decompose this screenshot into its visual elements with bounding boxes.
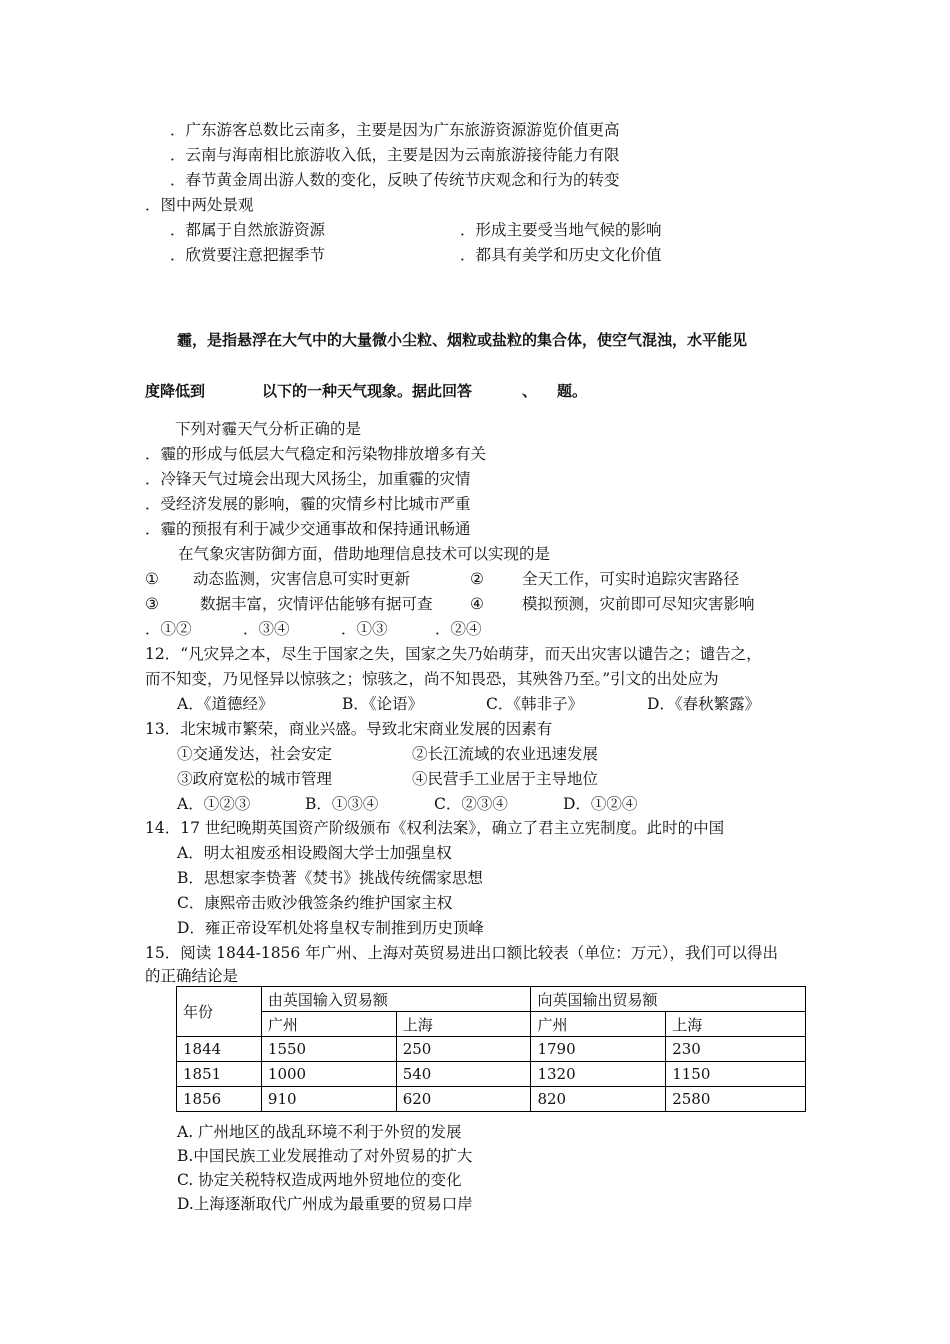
export-guangzhou-cell: 1320: [531, 1062, 666, 1087]
q15-option-d: D.上海逐渐取代广州成为最重要的贸易口岸: [177, 1195, 473, 1213]
export-shanghai-cell: 2580: [666, 1087, 806, 1112]
q11-stem: 在气象灾害防御方面，借助地理信息技术可以实现的是: [178, 545, 551, 563]
q11-item-3-num: ③: [145, 595, 159, 613]
export-shanghai-header: 上海: [666, 1012, 806, 1037]
q11-item-4-num: ④: [470, 595, 484, 613]
q13-option-a: A．①②③: [177, 795, 251, 813]
q11-item-4: 模拟预测，灾前即可尽知灾害影响: [522, 595, 755, 613]
q10-stem: 下列对霾天气分析正确的是: [175, 420, 362, 438]
q13-stem: 13．北宋城市繁荣，商业兴盛。导致北宋商业发展的因素有: [145, 720, 553, 738]
q15-option-b: B.中国民族工业发展推动了对外贸易的扩大: [177, 1147, 473, 1165]
q11-item-1-num: ①: [145, 570, 159, 588]
import-guangzhou-header: 广州: [261, 1012, 396, 1037]
import-shanghai-header: 上海: [396, 1012, 531, 1037]
q14-option-d: D．雍正帝设军机处将皇权专制推到历史顶峰: [177, 919, 484, 937]
import-guangzhou-cell: 1000: [261, 1062, 396, 1087]
q13-option-c: C．②③④: [434, 795, 508, 813]
year-cell: 1844: [177, 1037, 262, 1062]
q14-stem: 14．17 世纪晚期英国资产阶级颁布《权利法案》，确立了君主立宪制度。此时的中国: [145, 819, 725, 837]
table-row: [177, 1062, 806, 1087]
year-cell: 1851: [177, 1062, 262, 1087]
q15-stem-line-2: 的正确结论是: [145, 967, 239, 985]
export-guangzhou-cell: 820: [531, 1087, 666, 1112]
prev-answer-a: ．都属于自然旅游资源: [170, 221, 326, 239]
export-header: 向英国输出贸易额: [531, 987, 806, 1012]
export-shanghai-cell: 230: [666, 1037, 806, 1062]
q13-option-b: B．①③④: [305, 795, 379, 813]
prev-answer-c: ．欣赏要注意把握季节: [170, 246, 326, 264]
q11-option-d: ．②④: [435, 620, 482, 638]
year-cell: 1856: [177, 1087, 262, 1112]
trade-table: [176, 986, 806, 1112]
haze-intro-line-1: 霾，是指悬浮在大气中的大量微小尘粒、烟粒或盐粒的集合体，使空气混浊，水平能见: [177, 331, 748, 349]
table-row: [177, 1087, 806, 1112]
export-guangzhou-header: 广州: [531, 1012, 666, 1037]
haze-intro-line-2a: 度降低到: [145, 382, 206, 400]
q11-item-1: 动态监测，灾害信息可实时更新: [193, 570, 411, 588]
q12-stem-line-1: 12．“凡灾异之本，尽生于国家之失，国家之失乃始萌芽，而天出灾害以谴告之；谴告之，: [145, 645, 762, 663]
q10-option-b: ．冷锋天气过境会出现大风扬尘，加重霾的灾情: [145, 470, 471, 488]
year-header: 年份: [177, 987, 262, 1037]
q11-option-c: ．①③: [341, 620, 388, 638]
import-guangzhou-cell: 910: [261, 1087, 396, 1112]
export-guangzhou-cell: 1790: [531, 1037, 666, 1062]
q12-stem-line-2: 而不知变，乃见怪异以惊骇之；惊骇之，尚不知畏恐，其殃咎乃至。”引文的出处应为: [145, 670, 719, 688]
prev-answer-d: ．都具有美学和历史文化价值: [460, 246, 662, 264]
q10-option-a: ．霾的形成与低层大气稳定和污染物排放增多有关: [145, 445, 487, 463]
q13-item-2: ②长江流域的农业迅速发展: [412, 745, 599, 763]
q14-option-c: C．康熙帝击败沙俄签条约维护国家主权: [177, 894, 453, 912]
haze-intro-line-2b: 以下的一种天气现象。据此回答: [262, 382, 473, 400]
import-shanghai-cell: 620: [396, 1087, 531, 1112]
q12-option-b: B．《论语》: [342, 695, 424, 713]
q14-option-a: A．明太祖废丞相设殿阁大学士加强皇权: [177, 844, 452, 862]
q13-item-1: ①交通发达，社会安定: [177, 745, 333, 763]
prev-question-stem: ．图中两处景观: [145, 196, 254, 214]
export-shanghai-cell: 1150: [666, 1062, 806, 1087]
q13-item-3: ③政府宽松的城市管理: [177, 770, 333, 788]
prev-option-2: ．云南与海南相比旅游收入低，主要是因为云南旅游接待能力有限: [170, 146, 620, 164]
haze-intro-line-2d: 题。: [557, 382, 588, 400]
q10-option-c: ．受经济发展的影响，霾的灾情乡村比城市严重: [145, 495, 471, 513]
q11-item-3: 数据丰富，灾情评估能够有据可查: [200, 595, 433, 613]
table-subheader-row: [177, 1012, 806, 1037]
q11-option-a: ．①②: [145, 620, 192, 638]
import-shanghai-cell: 540: [396, 1062, 531, 1087]
q14-option-b: B．思想家李贽著《焚书》挑战传统儒家思想: [177, 869, 483, 887]
prev-option-1: ．广东游客总数比云南多，主要是因为广东旅游资源游览价值更高: [170, 121, 620, 139]
q12-option-d: D．《春秋繁露》: [647, 695, 761, 713]
q10-option-d: ．霾的预报有利于减少交通事故和保持通讯畅通: [145, 520, 471, 538]
import-header: 由英国输入贸易额: [261, 987, 531, 1012]
table-row: [177, 1037, 806, 1062]
import-shanghai-cell: 250: [396, 1037, 531, 1062]
q11-item-2: 全天工作，可实时追踪灾害路径: [522, 570, 740, 588]
q13-item-4: ④民营手工业居于主导地位: [412, 770, 599, 788]
prev-answer-b: ．形成主要受当地气候的影响: [460, 221, 662, 239]
q11-item-2-num: ②: [470, 570, 484, 588]
prev-option-3: ．春节黄金周出游人数的变化，反映了传统节庆观念和行为的转变: [170, 171, 620, 189]
q15-stem-line-1: 15．阅读 1844-1856 年广州、上海对英贸易进出口额比较表（单位：万元），我们可以得出: [145, 944, 778, 962]
q12-option-c: C．《韩非子》: [486, 695, 584, 713]
table-header-row: [177, 987, 806, 1012]
haze-intro-line-2c: 、: [522, 382, 538, 400]
q11-option-b: ．③④: [243, 620, 290, 638]
q15-option-c: C. 协定关税特权造成两地外贸地位的变化: [177, 1171, 462, 1189]
q12-option-a: A．《道德经》: [177, 695, 274, 713]
import-guangzhou-cell: 1550: [261, 1037, 396, 1062]
q13-option-d: D．①②④: [563, 795, 638, 813]
q15-option-a: A. 广州地区的战乱环境不利于外贸的发展: [177, 1123, 462, 1141]
